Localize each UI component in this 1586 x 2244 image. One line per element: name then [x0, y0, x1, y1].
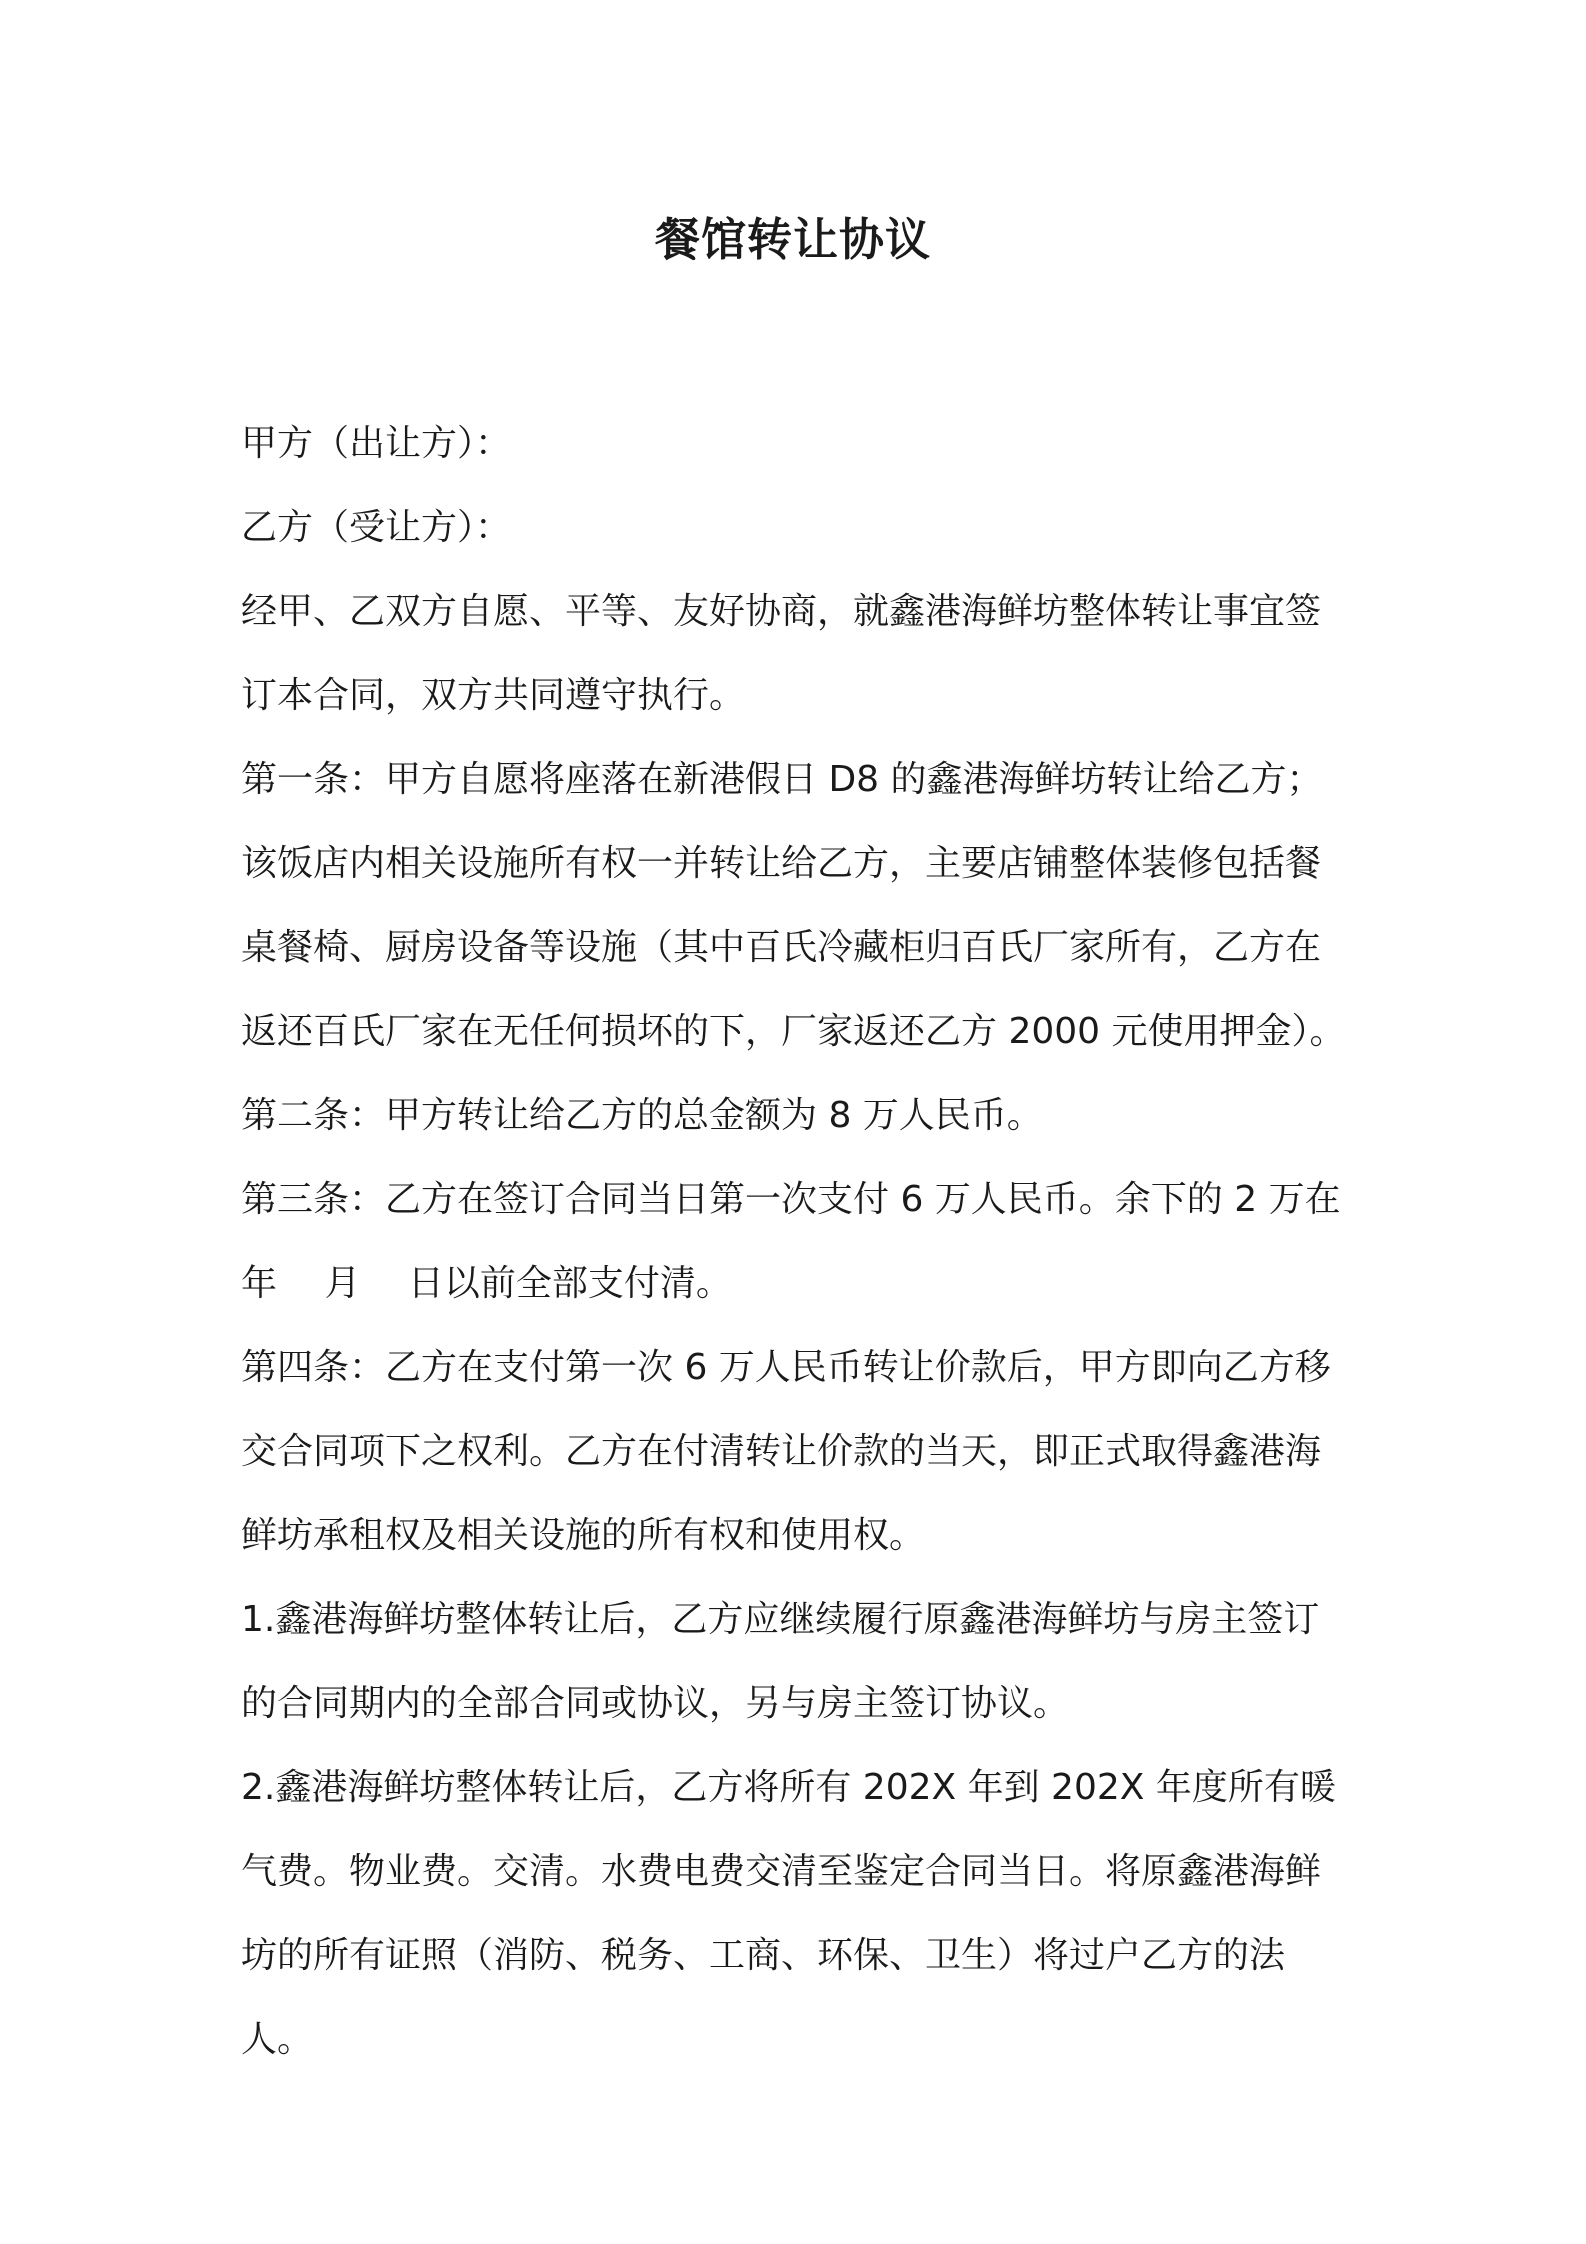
article-1-line-3: 桌餐椅、厨房设备等设施（其中百氏冷藏柜归百氏厂家所有，乙方在 [241, 927, 1322, 968]
article-4-line-2: 交合同项下之权利。乙方在付清转让价款的当天，即正式取得鑫港海 [241, 1431, 1322, 1472]
article-4-line-1: 第四条：乙方在支付第一次 6 万人民币转让价款后，甲方即向乙方移 [241, 1347, 1331, 1388]
article-1-line-2: 该饭店内相关设施所有权一并转让给乙方，主要店铺整体装修包括餐 [241, 843, 1322, 884]
article-2-line-1: 第二条：甲方转让给乙方的总金额为 8 万人民币。 [241, 1095, 1043, 1136]
preamble-line-1: 经甲、乙双方自愿、平等、友好协商，就鑫港海鲜坊整体转让事宜签 [241, 591, 1322, 632]
clause-2-line-3: 坊的所有证照（消防、税务、工商、环保、卫生）将过户乙方的法人。 [241, 1935, 1286, 2060]
party-a-line: 甲方（出让方）： [241, 423, 512, 464]
article-1-line-1: 第一条：甲方自愿将座落在新港假日 D8 的鑫港海鲜坊转让给乙方； [241, 759, 1323, 800]
article-3-line-1: 第三条：乙方在签订合同当日第一次支付 6 万人民币。余下的 2 万在 [241, 1179, 1341, 1220]
preamble-line-2: 订本合同，双方共同遵守执行。 [241, 675, 746, 716]
article-4-line-3: 鲜坊承租权及相关设施的所有权和使用权。 [241, 1515, 926, 1556]
party-b-line: 乙方（受让方）： [241, 507, 512, 548]
clause-1-line-2: 的合同期内的全部合同或协议，另与房主签订协议。 [241, 1683, 1070, 1724]
clause-2-line-2: 气费。物业费。交清。水费电费交清至鉴定合同当日。将原鑫港海鲜 [241, 1851, 1322, 1892]
article-3-line-2: 年 月 日以前全部支付清。 [241, 1263, 732, 1304]
article-1-line-4: 返还百氏厂家在无任何损坏的下，厂家返还乙方 2000 元使用押金）。 [241, 1011, 1346, 1052]
clause-1-line-1: 1.鑫港海鲜坊整体转让后，乙方应继续履行原鑫港海鲜坊与房主签订 [241, 1599, 1320, 1640]
document-body [241, 402, 1351, 2060]
clause-2-line-1: 2.鑫港海鲜坊整体转让后，乙方将所有 202X 年到 202X 年度所有暖 [241, 1767, 1336, 1808]
document-title: 餐馆转让协议 [654, 213, 931, 266]
